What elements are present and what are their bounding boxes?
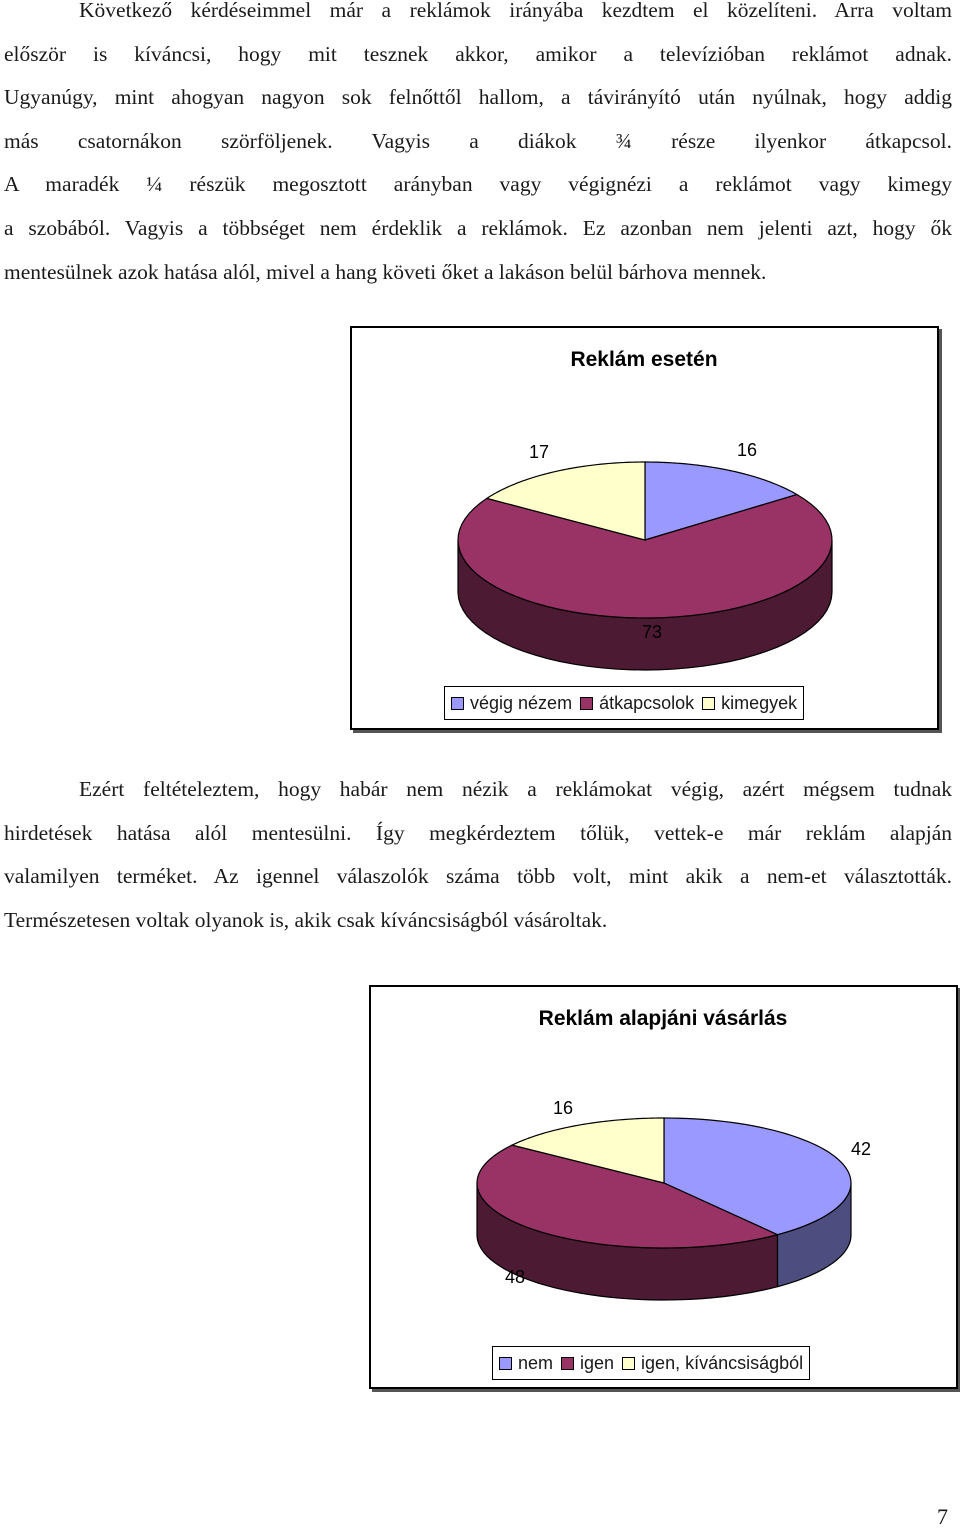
- chart-title: Reklám alapjáni vásárlás: [538, 1007, 788, 1030]
- legend-swatch: [580, 697, 593, 710]
- legend-swatch: [561, 1357, 574, 1370]
- legend-item: [451, 693, 572, 714]
- legend-item: [622, 1353, 803, 1374]
- chart-legend: [444, 686, 804, 720]
- data-label: 48: [504, 1267, 526, 1287]
- data-label: 17: [528, 442, 550, 462]
- pie-chart-reklam-alapjani-vasarlas: [371, 987, 956, 1387]
- text-line: valamilyen terméket. Az igennel válaszolók száma több volt, mint akik a nem-et választották.: [4, 864, 952, 889]
- chart-reklam-eseten: [350, 326, 939, 730]
- page-number: 7: [937, 1504, 948, 1529]
- pie-chart-reklam-eseten: [352, 328, 937, 728]
- legend-label: kimegyek: [721, 692, 798, 713]
- chart-title: Reklám esetén: [570, 348, 718, 371]
- legend-swatch: [702, 697, 715, 710]
- text-line: először is kíváncsi, hogy mit tesznek akkor, amikor a televízióban reklámot adnak.: [4, 41, 952, 66]
- text-line: Következő kérdéseimmel már a reklámok irányába kezdtem el közelíteni. Arra voltam: [79, 0, 952, 22]
- text-line: mentesülnek azok hatása alól, mivel a hang követi őket a lakáson belül bárhova mennek.: [4, 259, 767, 284]
- paragraph-purchase: [4, 768, 952, 942]
- legend-swatch: [622, 1357, 635, 1370]
- legend-swatch: [499, 1357, 512, 1370]
- data-label: 16: [736, 440, 758, 460]
- legend-label: igen, kíváncsiságból: [641, 1352, 804, 1373]
- data-label: 42: [850, 1139, 872, 1159]
- legend-swatch: [451, 697, 464, 710]
- text-line: Ugyanúgy, mint ahogyan nagyon sok felnőttől hallom, a távirányító után nyúlnak, hogy addig: [4, 85, 952, 110]
- text-line: Ezért feltételeztem, hogy habár nem nézik a reklámokat végig, azért mégsem tudnak: [79, 777, 952, 801]
- chart-legend: [492, 1346, 810, 1380]
- data-label: 16: [552, 1098, 574, 1118]
- data-label: 73: [641, 622, 663, 642]
- text-line: hirdetések hatása alól mentesülni. Így megkérdeztem tőlük, vettek-e már reklám alapján: [4, 820, 952, 845]
- text-line: más csatornákon szörföljenek. Vagyis a diákok ¾ része ilyenkor átkapcsol.: [4, 128, 952, 153]
- legend-label: nem: [518, 1352, 554, 1373]
- chart-reklam-alapjani-vasarlas: [369, 985, 958, 1389]
- legend-item: [561, 1353, 614, 1374]
- paragraph-intro: [4, 0, 952, 294]
- text-line: a szobából. Vagyis a többséget nem érdeklik a reklámok. Ez azonban nem jelenti azt, hogy ők: [4, 215, 952, 240]
- legend-label: végig nézem: [470, 692, 573, 713]
- legend-item: [580, 693, 694, 714]
- text-line: Természetesen voltak olyanok is, akik csak kíváncsiságból vásároltak.: [4, 907, 608, 932]
- legend-label: igen: [580, 1352, 615, 1373]
- legend-label: átkapcsolok: [599, 692, 695, 713]
- text-line: A maradék ¼ részük megosztott arányban vagy végignézi a reklámot vagy kimegy: [4, 172, 952, 197]
- legend-item: [702, 693, 797, 714]
- legend-item: [499, 1353, 553, 1374]
